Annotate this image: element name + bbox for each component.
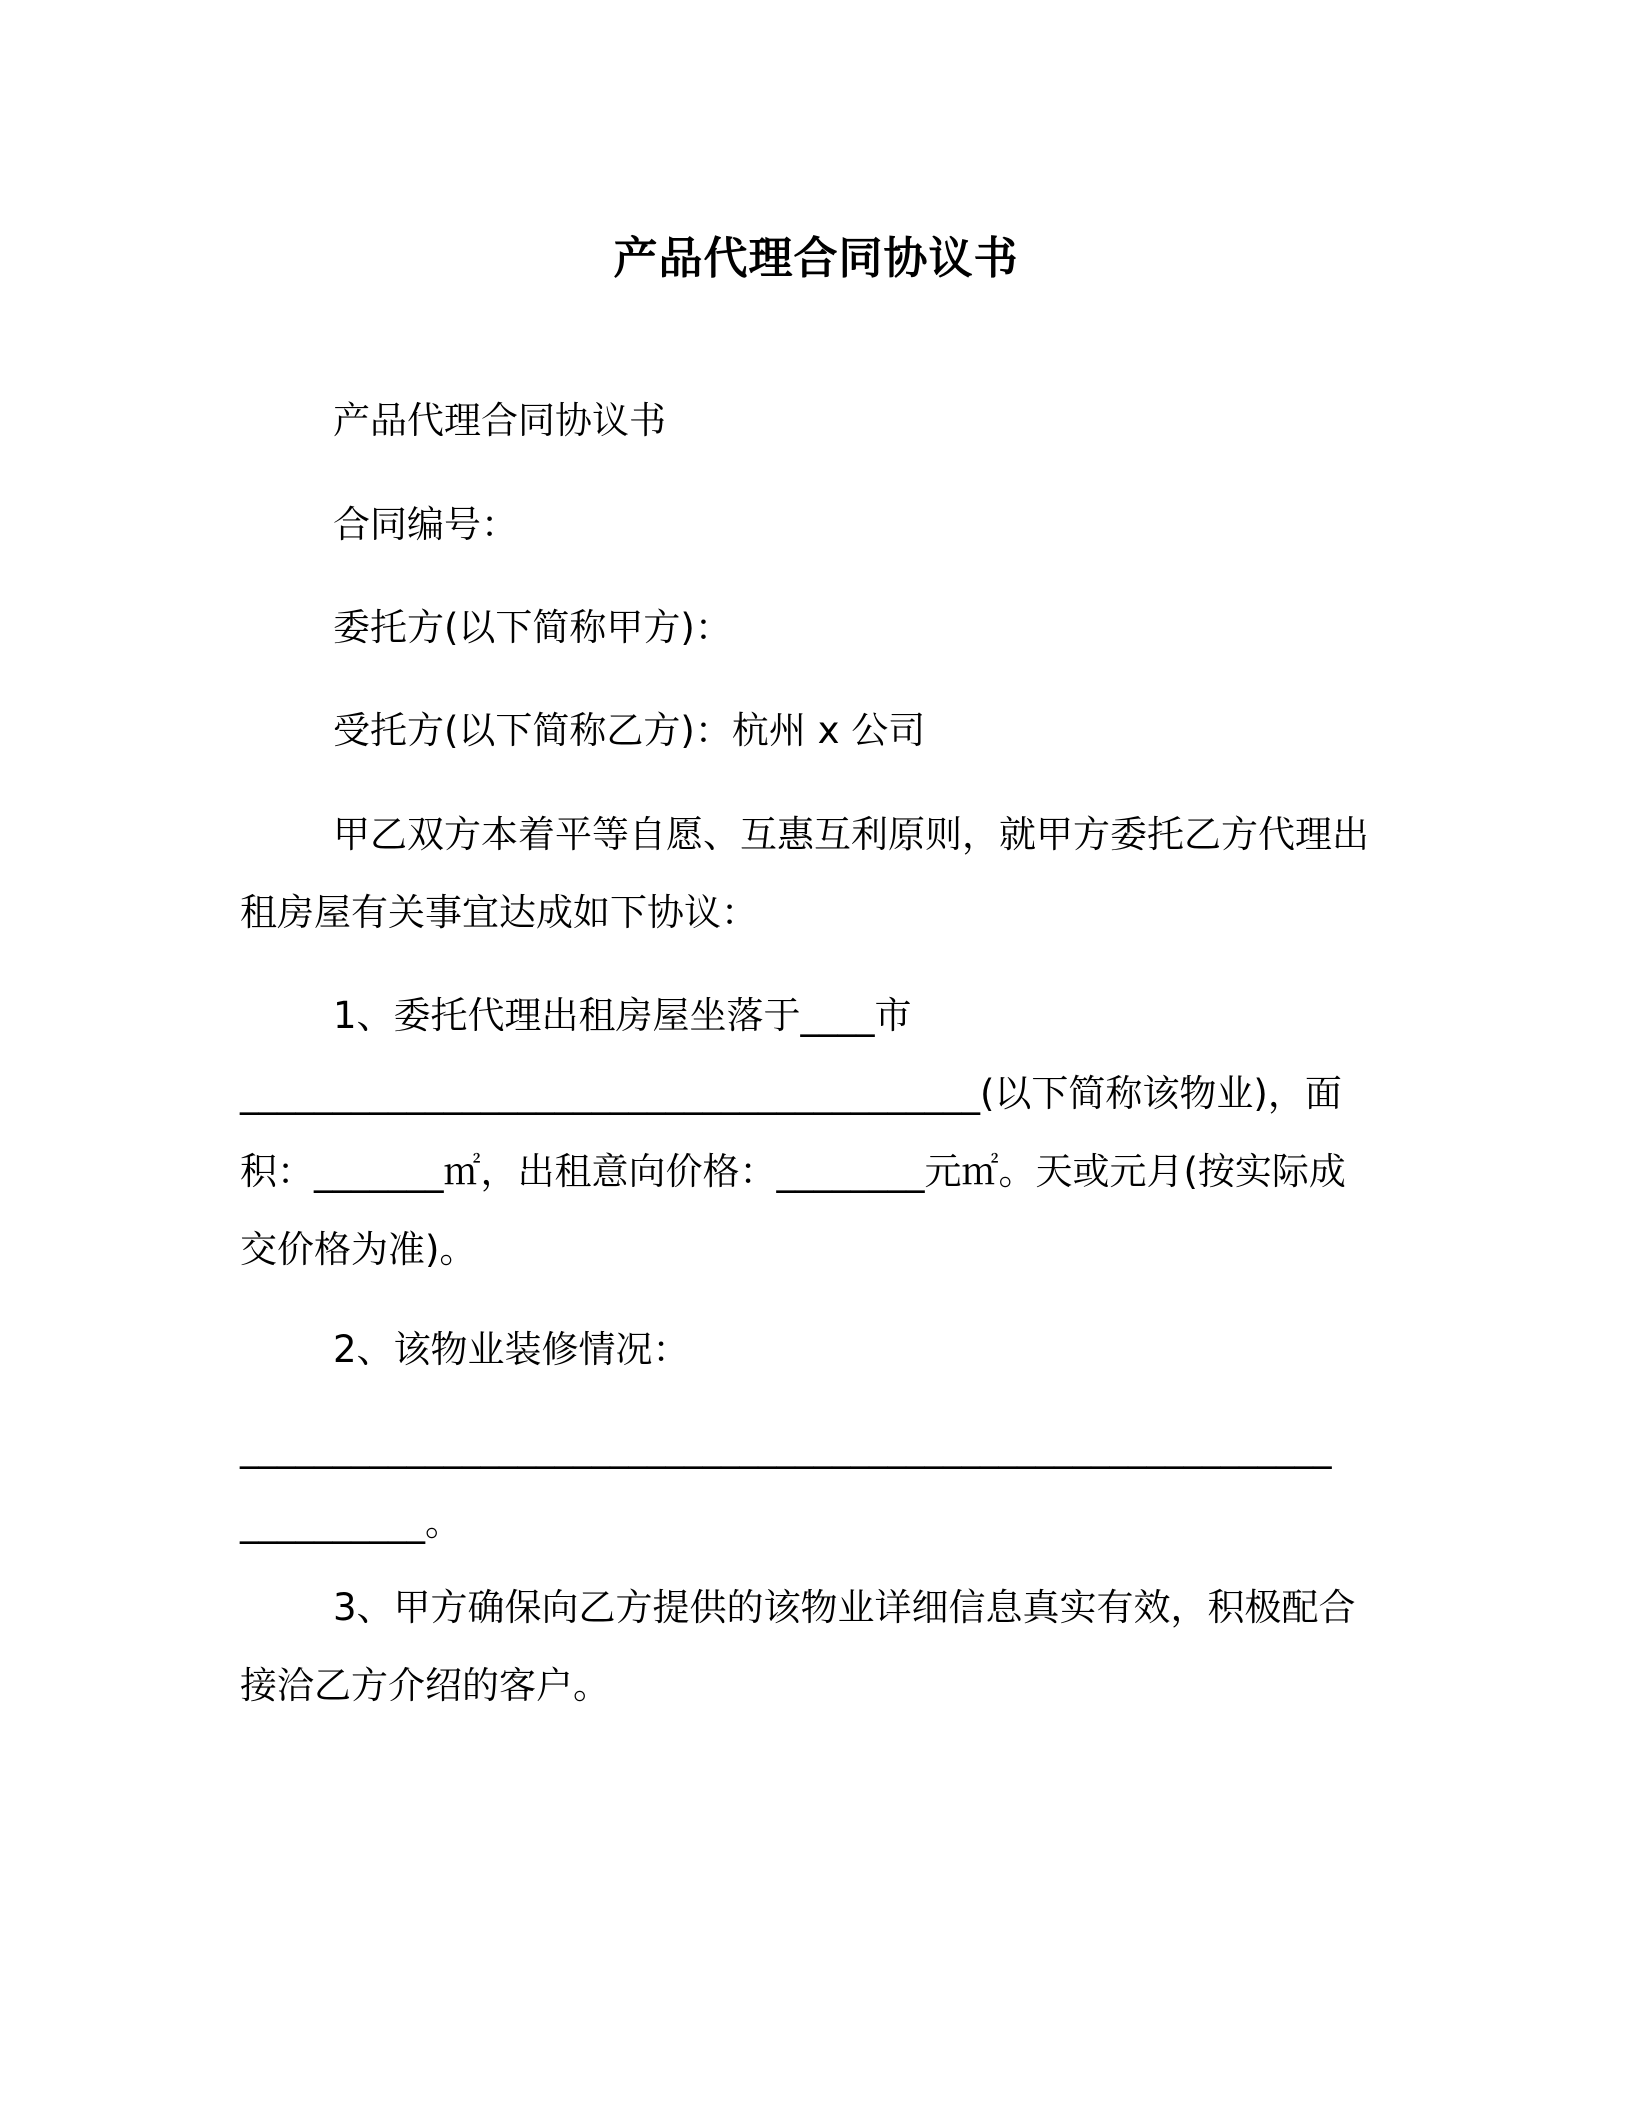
clause-2-line-1: 2、该物业装修情况：	[333, 1328, 690, 1371]
document-title: 产品代理合同协议书	[613, 233, 1019, 284]
party-b-line: 受托方(以下简称乙方)：杭州 x 公司	[333, 709, 926, 752]
contract-number-line: 合同编号：	[333, 503, 518, 546]
clause-2-line-2: ___________________________________________________________	[240, 1426, 1332, 1469]
preamble-line-1: 甲乙双方本着平等自愿、互惠互利原则，就甲方委托乙方代理出	[333, 813, 1369, 856]
clause-3-line-1: 3、甲方确保向乙方提供的该物业详细信息真实有效，积极配合	[333, 1586, 1356, 1629]
party-a-line: 委托方(以下简称甲方)：	[333, 606, 732, 649]
subtitle-line: 产品代理合同协议书	[333, 399, 666, 442]
clause-1-line-3: 积：_______㎡，出租意向价格：________元㎡。天或元月(按实际成	[240, 1150, 1346, 1193]
clause-3-line-2: 接洽乙方介绍的客户。	[240, 1664, 610, 1707]
preamble-line-2: 租房屋有关事宜达成如下协议：	[240, 891, 758, 934]
clause-1-line-2: ________________________________________(以下简称该物业)，面	[240, 1072, 1342, 1115]
clause-1-line-1: 1、委托代理出租房屋坐落于____市	[333, 994, 912, 1037]
clause-1-line-4: 交价格为准)。	[240, 1228, 477, 1271]
clause-2-line-3: __________。	[240, 1501, 462, 1544]
